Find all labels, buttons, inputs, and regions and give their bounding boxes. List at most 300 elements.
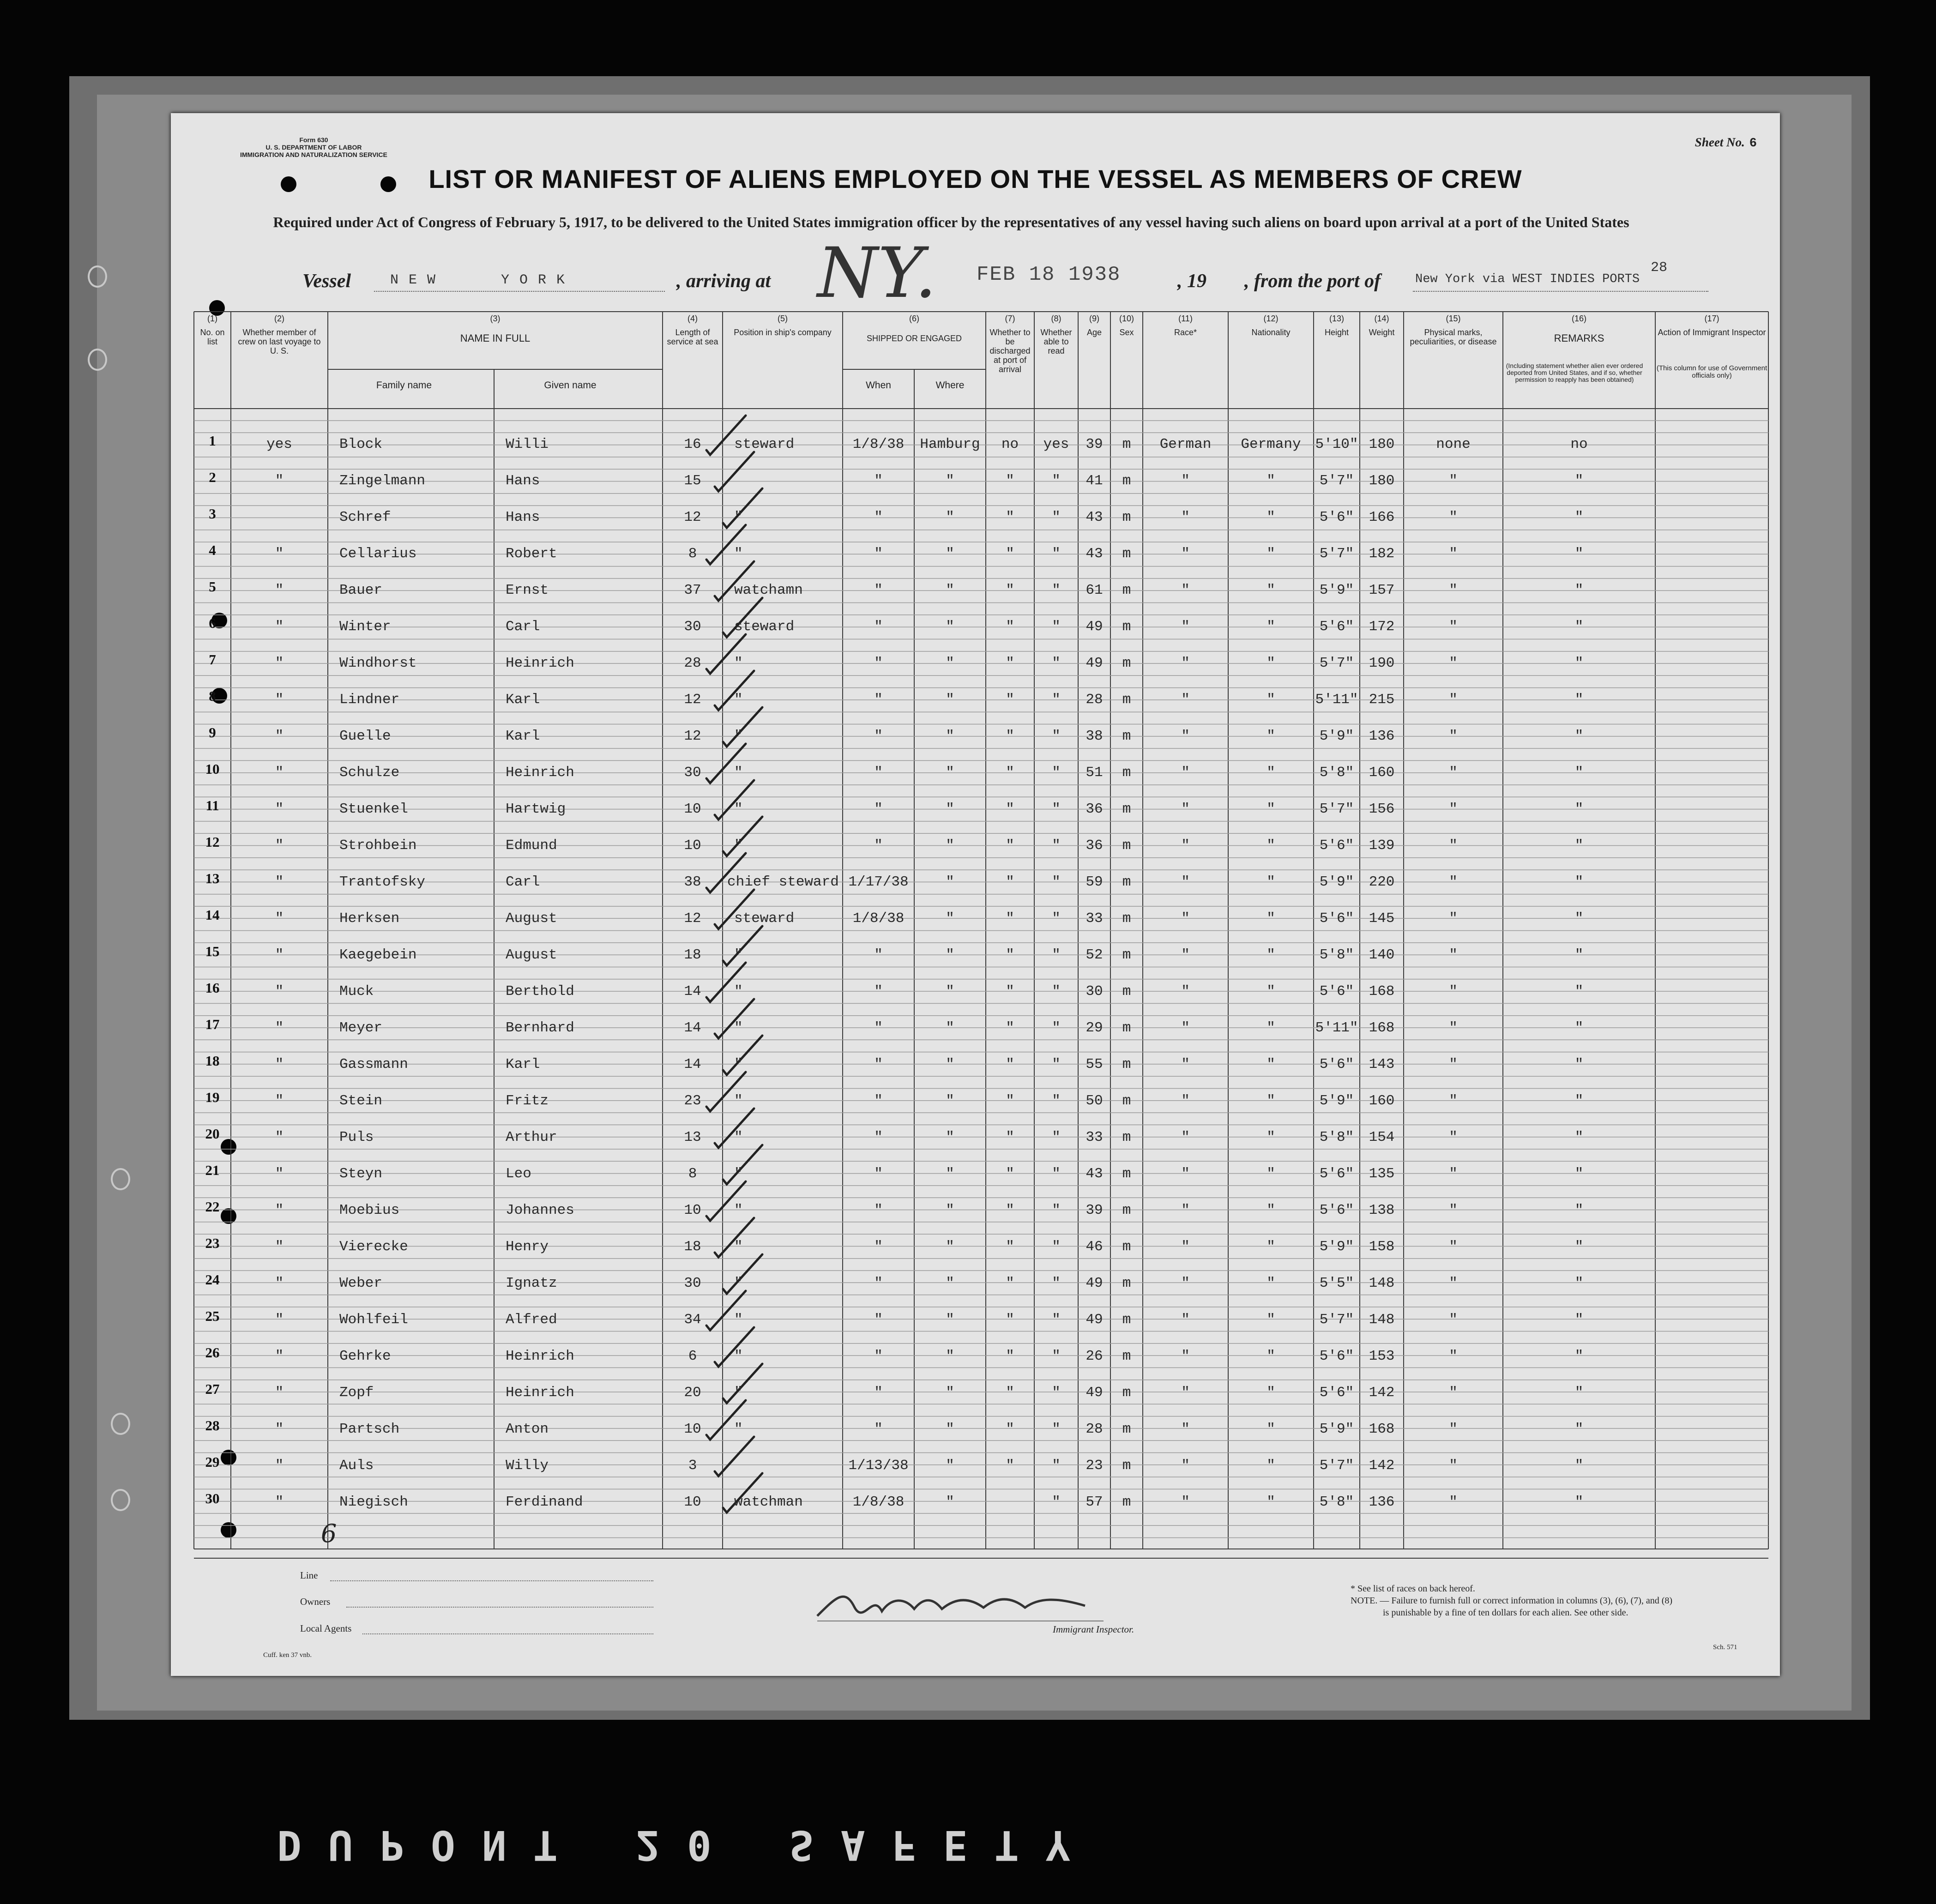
cell-weight: 153 — [1369, 1348, 1395, 1364]
cell-prev: " — [275, 655, 284, 671]
cell-race: " — [1181, 910, 1190, 927]
cell-family: Steyn — [339, 1166, 383, 1182]
cell-remarks: " — [1574, 874, 1584, 890]
cell-age: 28 — [1086, 1421, 1103, 1437]
cell-when: 1/13/38 — [848, 1458, 909, 1474]
cell-family: Guelle — [339, 728, 391, 744]
column-label: NAME IN FULL — [460, 332, 531, 344]
cell-nationality: " — [1267, 838, 1275, 854]
cell-discharged: " — [1006, 1129, 1014, 1145]
cell-service: 6 — [688, 1348, 697, 1364]
cell-discharged: " — [1006, 582, 1014, 598]
column-number: (7) — [1005, 314, 1015, 323]
cell-read: " — [1052, 874, 1061, 890]
cell-sex: m — [1122, 582, 1131, 598]
cell-position: " — [734, 983, 743, 1000]
cell-service: 12 — [684, 509, 701, 525]
cell-sex: m — [1122, 910, 1131, 927]
cell-read: " — [1052, 1129, 1061, 1145]
cell-no: 25 — [205, 1308, 220, 1324]
owners-label: Owners — [300, 1596, 331, 1607]
cell-height: 5'11" — [1315, 1020, 1358, 1036]
cell-read: " — [1052, 1093, 1061, 1109]
cell-family: Muck — [339, 983, 374, 1000]
cell-race: " — [1181, 765, 1190, 781]
cell-discharged: " — [1006, 1275, 1014, 1291]
cell-when: 1/8/38 — [852, 910, 905, 927]
cell-discharged: " — [1006, 473, 1014, 489]
column-label: Race* — [1174, 328, 1197, 337]
cell-position: " — [734, 1056, 743, 1073]
cell-marks: " — [1449, 910, 1458, 927]
cell-position: watchman — [734, 1494, 803, 1510]
cell-no: 26 — [205, 1344, 220, 1361]
cell-nationality: " — [1267, 1202, 1275, 1218]
cell-age: 49 — [1086, 619, 1103, 635]
cell-where: " — [946, 546, 954, 562]
cell-no: 28 — [205, 1417, 220, 1434]
cell-read: " — [1052, 1056, 1061, 1073]
cell-where: " — [946, 1166, 954, 1182]
cell-where: " — [946, 874, 954, 890]
cell-race: " — [1181, 655, 1190, 671]
cell-sex: m — [1122, 509, 1131, 525]
cell-family: Bauer — [339, 582, 383, 598]
cell-read: " — [1052, 473, 1061, 489]
column-label: Length of service at sea — [667, 328, 718, 346]
column-label: Whether able to read — [1040, 328, 1072, 355]
cell-weight: 145 — [1369, 910, 1395, 927]
cell-sex: m — [1122, 874, 1131, 890]
cell-service: 30 — [684, 1275, 701, 1291]
cell-height: 5'7" — [1319, 1312, 1354, 1328]
cell-read: " — [1052, 910, 1061, 927]
cell-nationality: Germany — [1241, 436, 1301, 452]
cell-weight: 180 — [1369, 436, 1395, 452]
cell-where: " — [946, 1494, 954, 1510]
cell-where: " — [946, 801, 954, 817]
cell-when: " — [874, 1348, 883, 1364]
cell-when: " — [874, 582, 883, 598]
manifest-sheet — [171, 113, 1780, 1676]
cell-prev: " — [275, 838, 284, 854]
cell-no: 19 — [205, 1089, 220, 1105]
cell-read: " — [1052, 1239, 1061, 1255]
cell-position: " — [734, 1129, 743, 1145]
cell-nationality: " — [1267, 655, 1275, 671]
cell-no: 27 — [205, 1381, 220, 1397]
cell-nationality: " — [1267, 1312, 1275, 1328]
cell-age: 38 — [1086, 728, 1103, 744]
cell-remarks: " — [1574, 1458, 1584, 1474]
cell-remarks: " — [1574, 838, 1584, 854]
cell-weight: 168 — [1369, 1421, 1395, 1437]
cell-age: 23 — [1086, 1458, 1103, 1474]
cell-sex: m — [1122, 983, 1131, 1000]
cell-nationality: " — [1267, 765, 1275, 781]
cell-remarks: " — [1574, 1239, 1584, 1255]
cell-remarks: " — [1574, 473, 1584, 489]
cell-no: 29 — [205, 1454, 220, 1470]
cell-age: 49 — [1086, 1275, 1103, 1291]
cell-height: 5'6" — [1319, 1166, 1354, 1182]
cell-prev: " — [275, 801, 284, 817]
cell-race: " — [1181, 838, 1190, 854]
column-label: Position in ship's company — [734, 328, 832, 337]
binder-ring — [111, 1489, 130, 1511]
from-port: New York via WEST INDIES PORTS — [1415, 272, 1640, 286]
cell-age: 49 — [1086, 1312, 1103, 1328]
cell-age: 30 — [1086, 983, 1103, 1000]
owners-underline — [346, 1607, 653, 1608]
cell-race: " — [1181, 692, 1190, 708]
cell-weight: 135 — [1369, 1166, 1395, 1182]
cell-race: " — [1181, 1202, 1190, 1218]
cell-no: 8 — [209, 688, 216, 704]
cell-when: " — [874, 765, 883, 781]
given-name-header: Given name — [544, 380, 597, 391]
cell-discharged: " — [1006, 874, 1014, 890]
cell-discharged: " — [1006, 838, 1014, 854]
cell-where: " — [946, 582, 954, 598]
column-number: (8) — [1051, 314, 1061, 323]
cell-remarks: " — [1574, 947, 1584, 963]
cell-prev: " — [275, 728, 284, 744]
cell-service: 10 — [684, 1421, 701, 1437]
cell-race: " — [1181, 874, 1190, 890]
cell-when: 1/17/38 — [848, 874, 909, 890]
cell-family: Schref — [339, 509, 391, 525]
cell-nationality: " — [1267, 874, 1275, 890]
cell-discharged: " — [1006, 947, 1014, 963]
cell-marks: " — [1449, 1458, 1458, 1474]
cell-where: " — [946, 947, 954, 963]
cell-marks: " — [1449, 1348, 1458, 1364]
cell-given: Ignatz — [506, 1275, 557, 1291]
cell-prev: " — [275, 692, 284, 708]
cell-remarks: " — [1574, 1129, 1584, 1145]
cell-when: " — [874, 1129, 883, 1145]
cell-remarks: " — [1574, 910, 1584, 927]
cell-prev: " — [275, 1494, 284, 1510]
cell-race: " — [1181, 1312, 1190, 1328]
cell-race: " — [1181, 619, 1190, 635]
cell-given: August — [506, 910, 557, 927]
cell-height: 5'6" — [1319, 1056, 1354, 1073]
cell-where: " — [946, 910, 954, 927]
cell-position: " — [734, 765, 743, 781]
cell-given: Karl — [506, 692, 540, 708]
cell-service: 23 — [684, 1093, 701, 1109]
cell-no: 18 — [205, 1053, 220, 1069]
cell-family: Zingelmann — [339, 473, 426, 489]
cell-prev: " — [275, 1093, 284, 1109]
cell-weight: 158 — [1369, 1239, 1395, 1255]
column-number: (16) — [1571, 314, 1586, 323]
cell-when: " — [874, 655, 883, 671]
cell-position: " — [734, 1421, 743, 1437]
cell-where: " — [946, 1275, 954, 1291]
cell-given: August — [506, 947, 557, 963]
cell-weight: 156 — [1369, 801, 1395, 817]
cell-prev: " — [275, 546, 284, 562]
cell-marks: " — [1449, 1385, 1458, 1401]
cell-no: 20 — [205, 1126, 220, 1142]
cell-remarks: " — [1574, 619, 1584, 635]
cell-read: " — [1052, 947, 1061, 963]
cell-read: " — [1052, 838, 1061, 854]
cell-marks: " — [1449, 473, 1458, 489]
cell-read: " — [1052, 546, 1061, 562]
column-number: (15) — [1446, 314, 1461, 323]
cell-given: Carl — [506, 619, 540, 635]
cell-sex: m — [1122, 765, 1131, 781]
cell-age: 57 — [1086, 1494, 1103, 1510]
cell-weight: 148 — [1369, 1275, 1395, 1291]
column-number: (3) — [490, 314, 501, 323]
cell-race: " — [1181, 546, 1190, 562]
cell-read: " — [1052, 1020, 1061, 1036]
cell-position: " — [734, 692, 743, 708]
cell-prev: " — [275, 947, 284, 963]
cell-marks: " — [1449, 546, 1458, 562]
cell-marks: " — [1449, 728, 1458, 744]
cell-when: " — [874, 801, 883, 817]
cell-sex: m — [1122, 473, 1131, 489]
cell-age: 39 — [1086, 1202, 1103, 1218]
cell-prev: " — [275, 1020, 284, 1036]
cell-no: 23 — [205, 1235, 220, 1251]
cell-when: " — [874, 1166, 883, 1182]
cell-prev: " — [275, 1166, 284, 1182]
cell-discharged: no — [1001, 436, 1019, 452]
cell-age: 51 — [1086, 765, 1103, 781]
cell-height: 5'6" — [1319, 1385, 1354, 1401]
cell-prev: " — [275, 1312, 284, 1328]
cell-read: " — [1052, 1421, 1061, 1437]
cell-discharged: " — [1006, 1202, 1014, 1218]
cell-weight: 168 — [1369, 1020, 1395, 1036]
cell-remarks: " — [1574, 1421, 1584, 1437]
cell-read: " — [1052, 1166, 1061, 1182]
cell-weight: 220 — [1369, 874, 1395, 890]
cell-service: 30 — [684, 619, 701, 635]
cell-height: 5'8" — [1319, 765, 1354, 781]
print-code: Cuff. ken 37 vnb. — [263, 1651, 312, 1659]
cell-sex: m — [1122, 728, 1131, 744]
cell-given: Willy — [506, 1458, 549, 1474]
cell-no: 17 — [205, 1016, 220, 1032]
cell-marks: " — [1449, 874, 1458, 890]
cell-remarks: " — [1574, 1056, 1584, 1073]
cell-when: " — [874, 728, 883, 744]
cell-sex: m — [1122, 692, 1131, 708]
cell-weight: 136 — [1369, 1494, 1395, 1510]
cell-race: " — [1181, 509, 1190, 525]
cell-when: " — [874, 1385, 883, 1401]
cell-given: Heinrich — [506, 655, 574, 671]
cell-marks: " — [1449, 1421, 1458, 1437]
cell-discharged: " — [1006, 765, 1014, 781]
cell-discharged: " — [1006, 1312, 1014, 1328]
cell-service: 20 — [684, 1385, 701, 1401]
cell-no: 24 — [205, 1271, 220, 1288]
cell-age: 49 — [1086, 1385, 1103, 1401]
column-label: REMARKS — [1554, 332, 1604, 344]
cell-when: " — [874, 838, 883, 854]
cell-no: 12 — [205, 834, 220, 850]
column-number: (11) — [1178, 314, 1193, 323]
cell-read: " — [1052, 728, 1061, 744]
cell-read: " — [1052, 582, 1061, 598]
cell-age: 33 — [1086, 910, 1103, 927]
cell-weight: 143 — [1369, 1056, 1395, 1073]
port-number: 28 — [1651, 260, 1668, 276]
date-stamp: FEB 18 1938 — [977, 263, 1121, 286]
inspector-label: Immigrant Inspector. — [1053, 1624, 1134, 1635]
penalty-note-2: is punishable by a fine of ten dollars for each alien. See other side. — [1383, 1608, 1628, 1618]
column-label: Physical marks, peculiarities, or disease — [1410, 328, 1497, 346]
cell-no: 2 — [209, 469, 216, 485]
cell-sex: m — [1122, 1056, 1131, 1073]
cell-read: " — [1052, 655, 1061, 671]
cell-where: " — [946, 728, 954, 744]
cell-prev: " — [275, 910, 284, 927]
cell-race: " — [1181, 1458, 1190, 1474]
cell-race: " — [1181, 1239, 1190, 1255]
cell-given: Willi — [506, 436, 549, 452]
cell-remarks: " — [1574, 1494, 1584, 1510]
cell-sex: m — [1122, 838, 1131, 854]
cell-position: " — [734, 947, 743, 963]
cell-sex: m — [1122, 1385, 1131, 1401]
cell-family: Winter — [339, 619, 391, 635]
inspector-signature — [808, 1579, 1094, 1630]
cell-remarks: " — [1574, 1385, 1584, 1401]
cell-family: Wohlfeil — [339, 1312, 408, 1328]
cell-where: Hamburg — [920, 436, 980, 452]
cell-marks: " — [1449, 1312, 1458, 1328]
cell-race: " — [1181, 801, 1190, 817]
penalty-note: NOTE. — Failure to furnish full or correct information in columns (3), (6), (7), and (8) — [1351, 1596, 1673, 1606]
cell-given: Carl — [506, 874, 540, 890]
cell-position: " — [734, 1385, 743, 1401]
cell-prev: " — [275, 1421, 284, 1437]
vessel-name: NEW YORK — [390, 272, 575, 288]
cell-discharged: " — [1006, 1239, 1014, 1255]
cell-sex: m — [1122, 801, 1131, 817]
cell-read: " — [1052, 765, 1061, 781]
cell-weight: 148 — [1369, 1312, 1395, 1328]
cell-position: chief steward — [727, 874, 839, 890]
cell-remarks: " — [1574, 1202, 1584, 1218]
cell-no: 10 — [205, 761, 220, 777]
cell-where: " — [946, 1129, 954, 1145]
cell-no: 16 — [205, 980, 220, 996]
cell-read: " — [1052, 1494, 1061, 1510]
cell-remarks: " — [1574, 1093, 1584, 1109]
cell-weight: 154 — [1369, 1129, 1395, 1145]
cell-service: 12 — [684, 692, 701, 708]
cell-position: " — [734, 1202, 743, 1218]
column-label: Weight — [1369, 328, 1395, 337]
cell-family: Block — [339, 436, 383, 452]
cell-family: Lindner — [339, 692, 400, 708]
cell-read: " — [1052, 619, 1061, 635]
page-title: LIST OR MANIFEST OF ALIENS EMPLOYED ON THE VESSEL AS MEMBERS OF CREW — [428, 164, 1522, 193]
cell-sex: m — [1122, 1129, 1131, 1145]
cell-marks: " — [1449, 619, 1458, 635]
cell-nationality: " — [1267, 1020, 1275, 1036]
cell-given: Ernst — [506, 582, 549, 598]
cell-marks: " — [1449, 509, 1458, 525]
cell-prev: " — [275, 619, 284, 635]
cell-marks: " — [1449, 838, 1458, 854]
cell-when: " — [874, 983, 883, 1000]
cell-height: 5'7" — [1319, 546, 1354, 562]
cell-discharged: " — [1006, 1093, 1014, 1109]
service: IMMIGRATION AND NATURALIZATION SERVICE — [240, 151, 387, 158]
cell-discharged: " — [1006, 619, 1014, 635]
cell-discharged: " — [1006, 983, 1014, 1000]
cell-read: " — [1052, 1348, 1061, 1364]
cell-prev: " — [275, 1239, 284, 1255]
cell-no: 7 — [209, 651, 216, 668]
cell-family: Partsch — [339, 1421, 400, 1437]
cell-family: Herksen — [339, 910, 400, 927]
cell-service: 10 — [684, 1494, 701, 1510]
family-name-header: Family name — [376, 380, 432, 391]
cell-discharged: " — [1006, 1348, 1014, 1364]
line-label: Line — [300, 1570, 318, 1581]
cell-age: 36 — [1086, 838, 1103, 854]
cell-height: 5'9" — [1319, 1421, 1354, 1437]
cell-no: 11 — [205, 797, 219, 813]
cell-weight: 140 — [1369, 947, 1395, 963]
cell-height: 5'11" — [1315, 692, 1358, 708]
schedule-code: Sch. 571 — [1713, 1644, 1737, 1651]
cell-height: 5'7" — [1319, 1458, 1354, 1474]
cell-age: 43 — [1086, 1166, 1103, 1182]
cell-position: " — [734, 546, 743, 562]
cell-height: 5'6" — [1319, 910, 1354, 927]
cell-race: " — [1181, 1056, 1190, 1073]
cell-height: 5'6" — [1319, 838, 1354, 854]
cell-race: " — [1181, 582, 1190, 598]
cell-height: 5'6" — [1319, 1348, 1354, 1364]
cell-where: " — [946, 1385, 954, 1401]
cell-given: Edmund — [506, 838, 557, 854]
cell-remarks: " — [1574, 983, 1584, 1000]
cell-when: " — [874, 619, 883, 635]
cell-where: " — [946, 473, 954, 489]
from-label: , from the port of — [1244, 271, 1381, 292]
cell-marks: " — [1449, 1093, 1458, 1109]
vessel-label: Vessel — [302, 271, 351, 292]
cell-family: Niegisch — [339, 1494, 408, 1510]
cell-nationality: " — [1267, 509, 1275, 525]
cell-where: " — [946, 619, 954, 635]
cell-sex: m — [1122, 1348, 1131, 1364]
cell-discharged: " — [1006, 728, 1014, 744]
cell-sex: m — [1122, 1202, 1131, 1218]
cell-nationality: " — [1267, 910, 1275, 927]
cell-read: " — [1052, 1275, 1061, 1291]
cell-when: 1/8/38 — [852, 436, 905, 452]
subtitle: Required under Act of Congress of February 5, 1917, to be delivered to the United States immigration officer by the representatives of any vessel having such aliens on board upon arrival at a port of the United States — [273, 214, 1629, 230]
cell-age: 29 — [1086, 1020, 1103, 1036]
cell-family: Kaegebein — [339, 947, 417, 963]
